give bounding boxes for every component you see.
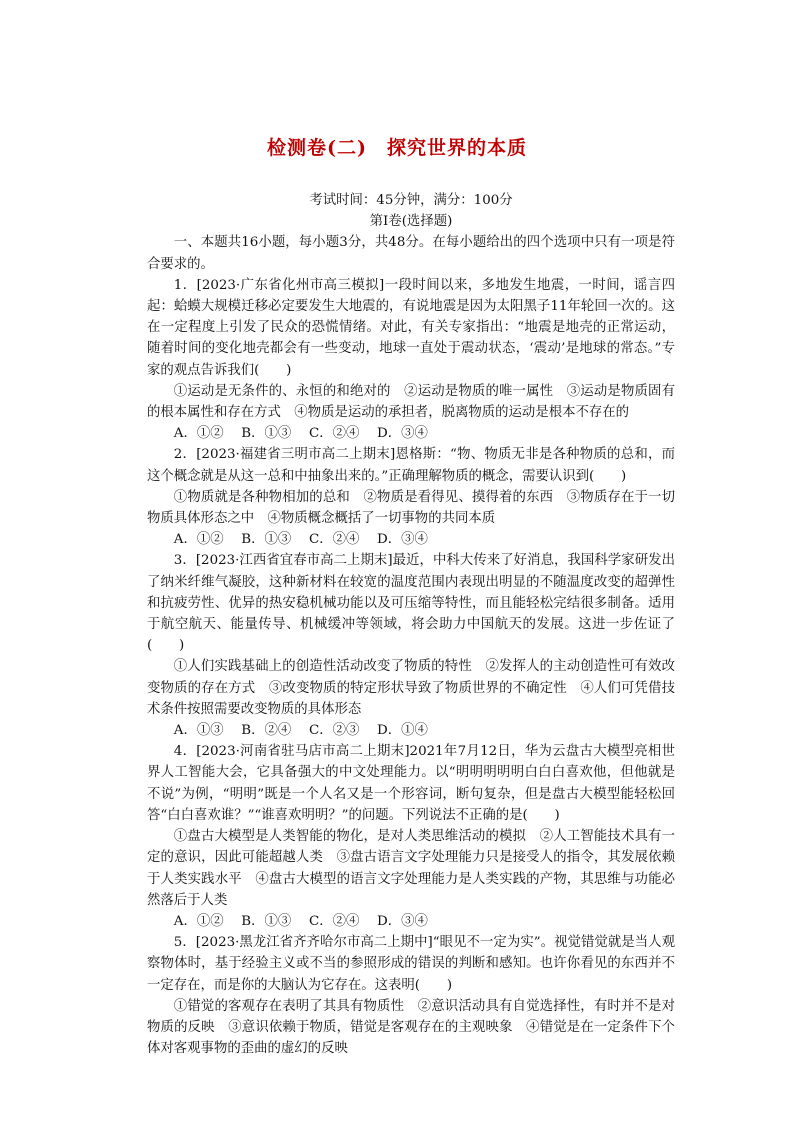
page-title: 检测卷(二) 探究世界的本质: [267, 137, 527, 159]
question-options: A．①② B．①③ C．②④ D．③④: [173, 426, 428, 442]
question-items: ①物质就是各种物相加的总和 ②物质是看得见、摸得着的东西 ③物质存在于一切物质具体形态之中 ④物质概念概括了一切事物的共同本质: [147, 489, 675, 527]
question-items: ①错觉的客观存在表明了其具有物质性 ②意识活动具有自觉选择性，有时并不是对物质的反映 ③意识依赖于物质，错觉是客观存在的主观映象 ④错觉是在一定条件下个体对客观事物的歪曲的虚幻的反映: [147, 998, 675, 1057]
exam-content: [147, 190, 675, 1059]
question-options: A．①③ B．②④ C．②③ D．①④: [173, 723, 428, 739]
question-stem: 3．[2023·江西省宜春市高二上期末]最近，中科大传来了好消息，我国科学家研发出了纳米纤维气凝胶，这种新材料在较宽的温度范围内表现出明显的不随温度改变的超弹性和抗疲劳性、优异的热安稳机械功能以及可压缩等特性，而且能轻松完结很多制备。适用于航空航天、能量传导、机械缓冲等领域，将会助力中国航天的发展。这进一步佐证了( ): [147, 553, 675, 654]
question-3: [147, 550, 675, 741]
question-2: [147, 444, 675, 550]
question-items: ①运动是无条件的、永恒的和绝对的 ②运动是物质的唯一属性 ③运动是物质固有的根本属性和存在方式 ④物质是运动的承担者，脱离物质的运动是根本不存在的: [147, 383, 675, 421]
exam-info: 考试时间：45分钟，满分：100分: [309, 193, 513, 208]
question-stem: 2．[2023·福建省三明市高二上期末]恩格斯：“物、物质无非是各种物质的总和，而这个概念就是从这一总和中抽象出来的。”正确理解物质的概念，需要认识到( ): [147, 447, 675, 484]
question-stem: 1．[2023·广东省化州市高三模拟]一段时间以来，多地发生地震，一时间，谣言四起：蛤蟆大规模迁移必定要发生大地震的，有说地震是因为太阳黑子11年轮回一次的。这在一定程度上引发了民众的恐慌情绪。对此，有关专家指出：“地震是地壳的正常运动，随着时间的变化地壳都会有一些变动，地球一直处于震动状态，‘震动’是地球的常态。”专家的观点告诉我们( ): [147, 277, 675, 378]
question-5: [147, 932, 675, 1059]
question-options: A．①② B．①③ C．②④ D．③④: [173, 913, 428, 929]
question-items: ①盘古大模型是人类智能的物化，是对人类思维活动的模拟 ②人工智能技术具有一定的意识，因此可能超越人类 ③盘古语言文字处理能力只是接受人的指令，其发展依赖于人类实践水平 ④盘古大模型的语言文字处理能力是人类实践的产物，其思维与功能必然落后于人类: [147, 829, 675, 908]
question-1: [147, 275, 675, 445]
section-instructions: 一、本题共16小题，每小题3分，共48分。在每小题给出的四个选项中只有一项是符合要求的。: [147, 235, 675, 272]
question-4: [147, 741, 675, 932]
question-options: A．①② B．①③ C．②④ D．③④: [173, 532, 428, 548]
question-stem: 4．[2023·河南省驻马店市高二上期末]2021年7月12日，华为云盘古大模型亮相世界人工智能大会，它具备强大的中文处理能力。以“明明明明明白白白喜欢他，但他就是不说”为例，“明明”既是一个人名又是一个形容词，断句复杂，但是盘古大模型能轻松回答“白白喜欢谁？”“谁喜欢明明？”的问题。下列说法不正确的是( ): [147, 744, 675, 823]
part-title: 第Ⅰ卷(选择题): [369, 214, 453, 230]
question-items: ①人们实践基础上的创造性活动改变了物质的特性 ②发挥人的主动创造性可有效改变物质的存在方式 ③改变物质的特定形状导致了物质世界的不确定性 ④人们可凭借技术条件按照需要改变物质的具体形态: [147, 659, 675, 717]
question-stem: 5．[2023·黑龙江省齐齐哈尔市高二上期中]“眼见不一定为实”。视觉错觉就是当人观察物体时，基于经验主义或不当的参照形成的错误的判断和感知。也许你看见的东西并不一定存在，而是你的大脑认为它存在。这表明( ): [147, 935, 675, 993]
